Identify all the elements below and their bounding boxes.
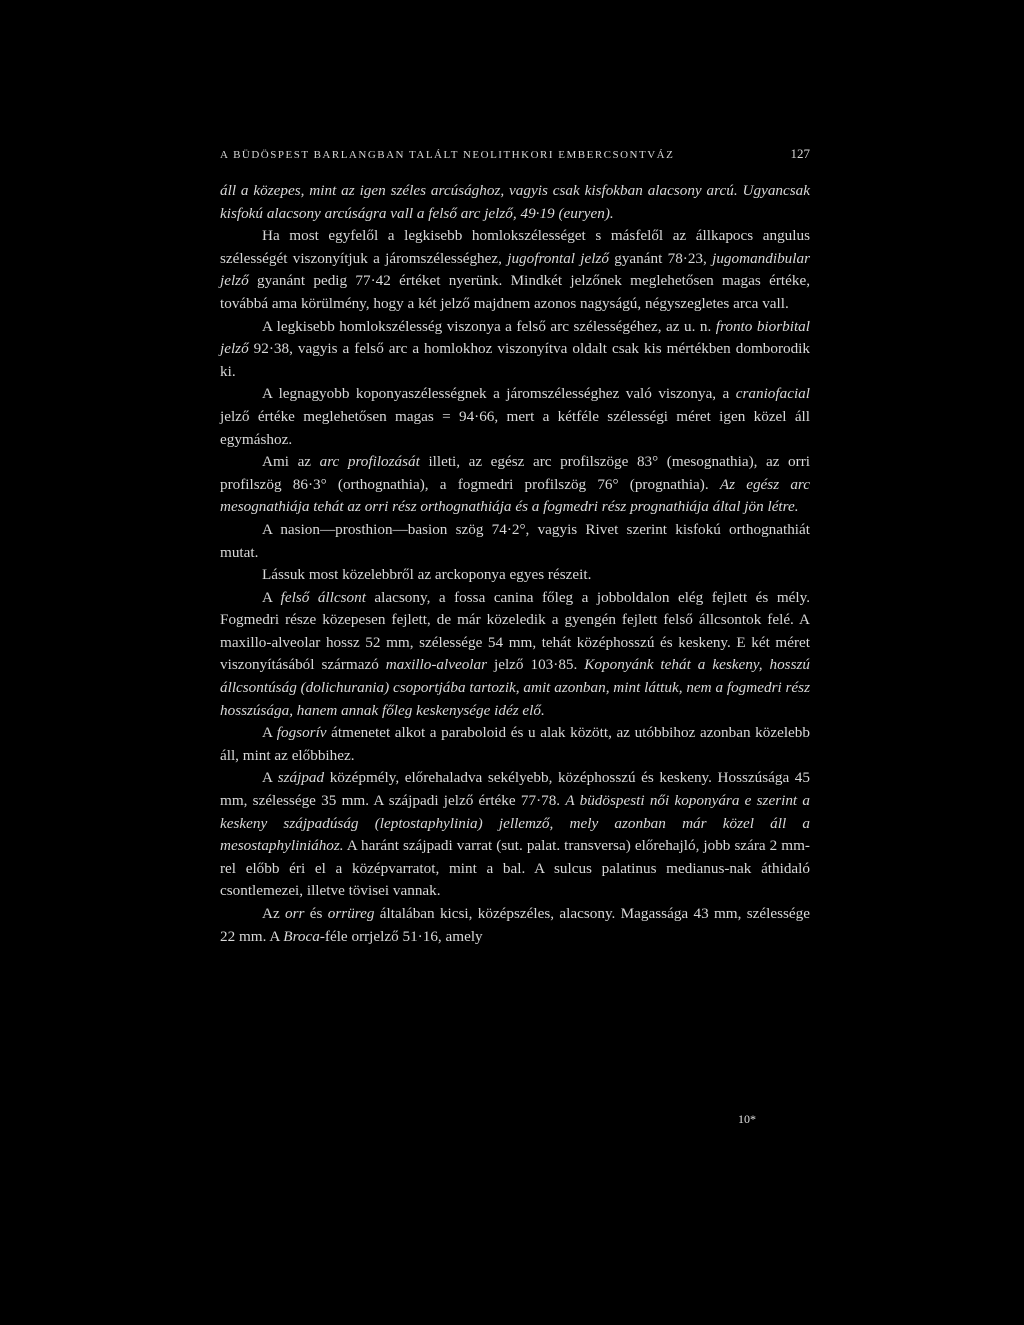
body-text	[220, 180, 810, 948]
paragraph: Ha most egyfelől a legkisebb homlokszélességet s másfelől az állkapocs angulus szélességét viszonyítjuk a járomszélességhez, jugofrontal jelző gyanánt 78·23, jugomandibular jelző gyanánt pedig 77·42 értéket nyerünk. Mindkét jelzőnek meglehetősen magas értéke, továbbá ama körülmény, hogy a két jelző majdnem azonos nagyságú, négyszegletes arca vall.	[220, 227, 810, 312]
paragraph: Lássuk most közelebbről az arckoponya egyes részeit.	[262, 566, 592, 584]
page-number: 127	[790, 146, 810, 161]
paragraph: áll a közepes, mint az igen széles arcúsághoz, vagyis csak kisfokban alacsony arcú. Ugyancsak kisfokú alacsony arcúságra vall a felső arc jelző, 49·19 (euryen).	[220, 182, 810, 222]
running-title: A BÜDÖSPEST BARLANGBAN TALÁLT NEOLITHKORI EMBERCSONTVÁZ	[220, 149, 675, 161]
page-header	[220, 146, 810, 162]
paragraph: Ami az arc profilozását illeti, az egész arc profilszöge 83° (mesognathia), az orri profilszög 86·3° (orthognathia), a fogmedri profilszög 76° (prognathia). Az egész arc mesognathiája tehát az orri rész orthognathiája és a fogmedri rész prognathiája által jön létre.	[220, 453, 810, 516]
paragraph: A felső állcsont alacsony, a fossa canina főleg a jobboldalon elég fejlett és mély. Fogmedri része közepesen fejlett, de már közeledik a gyengén fejlett felső állcsontok felé. A maxillo-alveolar hossz 52 mm, szélessége 54 mm, tehát középhosszú és keskeny. E két méret viszonyításából származó maxillo-alveolar jelző 103·85. Koponyánk tehát a keskeny, hosszú állcsontúság (dolichurania) csoportjába tartozik, amit azonban, mint láttuk, nem a fogmedri rész hosszúsága, hanem annak főleg keskenysége idéz elő.	[220, 588, 810, 719]
paragraph: A fogsorív átmenetet alkot a paraboloid és u alak között, az utóbbihoz azonban közelebb áll, mint az előbbihez.	[220, 724, 810, 764]
signature-mark: 10*	[738, 1112, 756, 1126]
paragraph: A nasion—prosthion—basion szög 74·2°, vagyis Rivet szerint kisfokú orthognathiát mutat.	[220, 520, 810, 561]
paragraph: A legkisebb homlokszélesség viszonya a felső arc szélességéhez, az u. n. fronto biorbital jelző 92·38, vagyis a felső arc a homlokhoz viszonyítva oldalt csak kis mértékben domborodik ki.	[220, 317, 810, 380]
paragraph: A legnagyobb koponyaszélességnek a járomszélességhez való viszonya, a craniofacial jelző értéke meglehetősen magas = 94·66, mert a kétféle szélességi méret igen közel áll egymáshoz.	[220, 385, 810, 448]
paragraph: Az orr és orrüreg általában kicsi, középszéles, alacsony. Magassága 43 mm, szélessége 22 mm. A Broca-féle orrjelző 51·16, amely	[220, 905, 810, 945]
paragraph: A szájpad középmély, előrehaladva sekélyebb, középhosszú és keskeny. Hosszúsága 45 mm, szélessége 35 mm. A szájpadi jelző értéke 77·78. A büdöspesti női koponyára e szerint a keskeny szájpadúság (leptostaphylinia) jellemző, mely azonban már közel áll a mesostaphyliniához. A haránt szájpadi varrat (sut. palat. transversa) előrehajló, jobb szára 2 mm-rel előbb éri el a középvarratot, mint a bal. A sulcus palatinus medianus-nak áthidaló csontlemezei, illetve tövisei vannak.	[220, 769, 810, 900]
